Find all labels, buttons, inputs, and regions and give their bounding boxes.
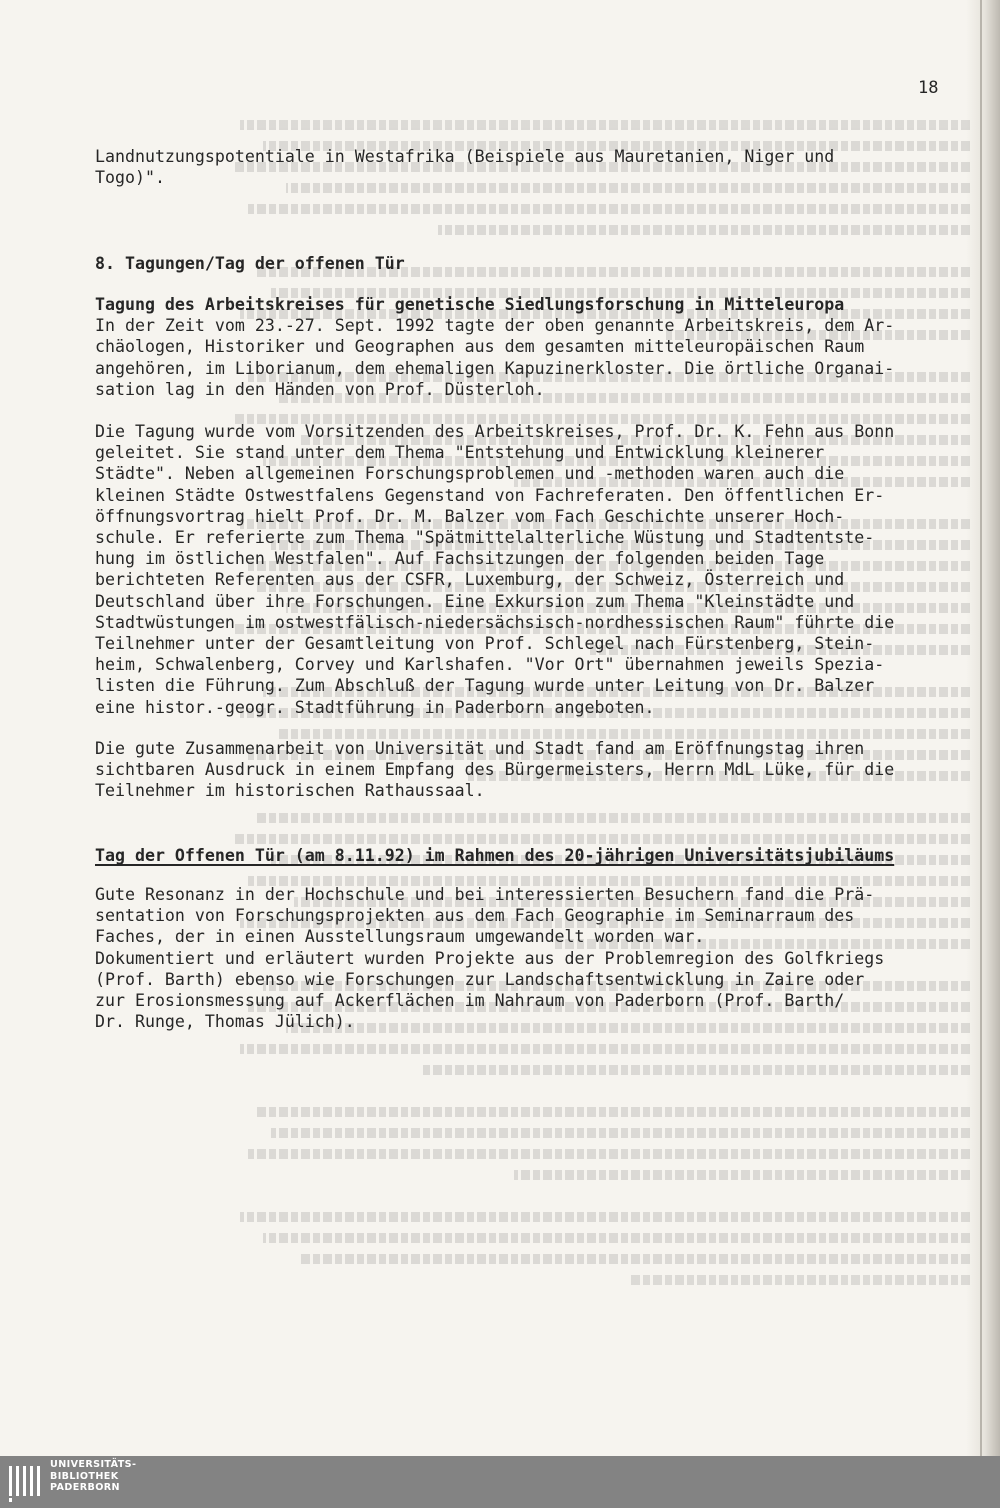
text-line: heim, Schwalenberg, Corvey und Karlshafen. "Vor Ort" übernahmen jeweils Spezia- xyxy=(95,655,885,675)
text-line: Deutschland über ihre Forschungen. Eine Exkursion zum Thema "Kleinstädte und xyxy=(95,591,855,611)
text-line: Teilnehmer im historischen Rathaussaal. xyxy=(95,781,485,801)
text-line: Gute Resonanz in der Hochschule und bei interessierten Besuchern fand die Prä- xyxy=(95,885,875,904)
section-heading xyxy=(95,253,955,274)
conference-paragraph-3 xyxy=(95,738,955,802)
text-line: listen die Führung. Zum Abschluß der Tagung wurde unter Leitung von Dr. Balzer xyxy=(95,676,875,696)
conference-paragraph-2 xyxy=(95,421,955,718)
text-line: Landnutzungspotentiale in Westafrika (Beispiele aus Mauretanien, Niger und xyxy=(95,147,835,166)
text-line: Dokumentiert und erläutert wurden Projekte aus der Problemregion des Golfkriegs xyxy=(95,948,885,968)
text-line: öffnungsvortrag hielt Prof. Dr. M. Balzer vom Fach Geschichte unserer Hoch- xyxy=(95,506,845,526)
conference-section xyxy=(95,294,955,400)
text-line: chäologen, Historiker und Geographen aus dem gesamten mitteleuropäischen Raum xyxy=(95,337,865,357)
text-line: Dr. Runge, Thomas Jülich). xyxy=(95,1012,355,1032)
text-line: Die Tagung wurde vom Vorsitzenden des Arbeitskreises, Prof. Dr. K. Fehn aus Bonn xyxy=(95,422,895,441)
text-line: Die gute Zusammenarbeit von Universität und Stadt fand am Eröffnungstag ihren xyxy=(95,739,865,758)
library-pillars-icon xyxy=(6,1460,44,1504)
text-line: schule. Er referierte zum Thema "Spätmittelalterliche Wüstung und Stadtentste- xyxy=(95,528,875,548)
text-line: sentation von Forschungsprojekten aus dem Fach Geographie im Seminarraum des xyxy=(95,906,855,926)
binding-edge-line xyxy=(980,0,982,1456)
open-day-heading: Tag der Offenen Tür (am 8.11.92) im Rahmen des 20-jährigen Universitätsjubiläums xyxy=(95,846,895,865)
text-line: zur Erosionsmessung auf Ackerflächen im Nahraum von Paderborn (Prof. Barth/ xyxy=(95,991,845,1011)
text-line: Togo)". xyxy=(95,168,165,188)
text-line: Teilnehmer unter der Gesamtleitung von Prof. Schlegel nach Fürstenberg, Stein- xyxy=(95,634,875,654)
library-name xyxy=(50,1459,136,1494)
text-line: Städte". Neben allgemeinen Forschungsproblemen und -methoden waren auch die xyxy=(95,464,845,484)
text-line: In der Zeit vom 23.-27. Sept. 1992 tagte der oben genannte Arbeitskreis, dem Ar- xyxy=(95,316,895,336)
text-line: (Prof. Barth) ebenso wie Forschungen zur Landschaftsentwicklung in Zaire oder xyxy=(95,969,865,989)
text-line: angehören, im Liborianum, dem ehemaligen Kapuzinerkloster. Die örtliche Organai- xyxy=(95,358,895,378)
text-line: eine histor.-geogr. Stadtführung in Paderborn angeboten. xyxy=(95,697,655,717)
text-line: sation lag in den Händen von Prof. Düsterloh. xyxy=(95,379,545,399)
text-line: Stadtwüstungen im ostwestfälisch-niedersächsisch-nordhessischen Raum" führte die xyxy=(95,612,895,632)
binding-edge-shadow xyxy=(966,0,1000,1456)
text-line: sichtbaren Ausdruck in einem Empfang des Bürgermeisters, Herrn MdL Lüke, für die xyxy=(95,760,895,780)
text-line: berichteten Referenten aus der CSFR, Luxemburg, der Schweiz, Österreich und xyxy=(95,570,845,590)
conference-heading: Tagung des Arbeitskreises für genetische Siedlungsforschung in Mitteleuropa xyxy=(95,295,845,314)
open-day-heading-block xyxy=(95,845,955,866)
library-name-line: BIBLIOTHEK xyxy=(50,1470,119,1482)
intro-paragraph xyxy=(95,146,955,188)
library-footer-bar xyxy=(0,1456,1000,1508)
text-line: kleinen Städte Ostwestfalens Gegenstand von Fachreferaten. Den öffentlichen Er- xyxy=(95,485,885,505)
section-8-title: 8. Tagungen/Tag der offenen Tür xyxy=(95,254,405,273)
text-line: hung im östlichen Westfalen". Auf Fachsitzungen der folgenden beiden Tage xyxy=(95,549,825,569)
text-line: geleitet. Sie stand unter dem Thema "Entstehung und Entwicklung kleinerer xyxy=(95,443,825,463)
page-number: 18 xyxy=(918,78,939,98)
library-name-line: UNIVERSITÄTS- xyxy=(50,1459,137,1470)
open-day-paragraph xyxy=(95,884,955,1032)
library-name-line: PADERBORN xyxy=(50,1482,120,1493)
text-line: Faches, der in einen Ausstellungsraum umgewandelt worden war. xyxy=(95,927,705,947)
